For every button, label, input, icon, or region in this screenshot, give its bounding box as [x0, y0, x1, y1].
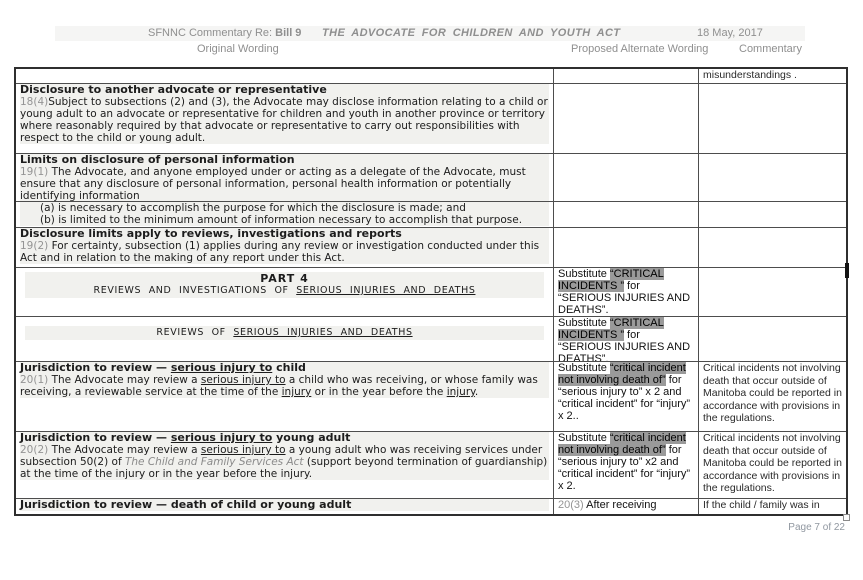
clause-19-1 — [20, 154, 549, 202]
column-label-proposed: Proposed Alternate Wording — [571, 43, 709, 55]
highlighted-substitution: “critical incident not involving death of” — [558, 432, 686, 456]
statute-number: 19(2) — [20, 240, 49, 252]
table-resize-handle[interactable] — [843, 514, 850, 521]
statute-number: 20(3) — [558, 499, 584, 511]
substitution-pre: Substitute — [558, 432, 610, 444]
reviews-heading — [25, 326, 544, 340]
clause-heading: Limits on disclosure of personal information — [20, 154, 295, 166]
comparison-table[interactable] — [14, 67, 848, 516]
cell-original-r8[interactable] — [16, 362, 554, 432]
cell-proposed-r5[interactable] — [554, 228, 699, 268]
statute-number: 19(1) — [20, 166, 49, 178]
doc-title-date: 18 May, 2017 — [697, 27, 763, 39]
heading-post: child — [272, 362, 306, 374]
clause-body: The Advocate may review a — [48, 444, 201, 456]
part-label: PART 4 — [260, 272, 309, 285]
heading-post: young adult — [272, 432, 351, 444]
clause-body-underlined: injury — [446, 386, 475, 398]
cell-proposed-r8[interactable] — [554, 362, 699, 432]
clause-20-1 — [20, 362, 549, 398]
highlighted-substitution: “CRITICAL INCIDENTS ” — [558, 317, 664, 341]
commentary-text: misunderstandings . — [703, 69, 797, 81]
clause-heading — [20, 362, 549, 374]
clause-heading — [20, 432, 549, 444]
clause-body-underlined: serious injury to — [200, 374, 286, 386]
clause-body: (support beyond termination of guardianship) at the time of the injury or in the year before the injury. — [20, 456, 548, 480]
clause-19-2 — [20, 228, 549, 264]
clause-heading: Disclosure limits apply to reviews, investigations and reports — [20, 228, 402, 240]
cell-commentary-r10[interactable] — [699, 499, 846, 514]
cell-proposed-r10[interactable] — [554, 499, 699, 514]
clause-body: a young adult who was receiving services under subsection 50(2) of — [20, 444, 543, 468]
substitution-pre: Substitute — [558, 362, 610, 374]
page-number: Page 7 of 22 — [788, 522, 845, 533]
reviews-heading-underlined: SERIOUS INJURIES AND DEATHS — [233, 327, 413, 338]
clause-20-2 — [20, 432, 549, 480]
clause-18-4 — [20, 84, 549, 144]
commentary-text: If the child / family was in — [703, 499, 820, 511]
column-label-commentary: Commentary — [739, 43, 802, 55]
proposed-text: After receiving — [583, 499, 657, 511]
clause-body: or in the year before the — [311, 386, 447, 398]
highlighted-substitution: “CRITICAL INCIDENTS ” — [558, 268, 664, 292]
substitution-pre: Substitute — [558, 317, 610, 329]
cell-original-r1[interactable] — [16, 69, 554, 84]
doc-title-bill: Bill 9 — [275, 27, 302, 39]
cell-commentary-r1[interactable] — [699, 69, 846, 84]
cell-commentary-r5[interactable] — [699, 228, 846, 268]
commentary-text: Critical incidents not involving death that occur outside of Manitoba could be reported in accordance with provisions in the regulations. — [703, 432, 842, 494]
cell-commentary-r3[interactable] — [699, 154, 846, 202]
cell-commentary-r2[interactable] — [699, 84, 846, 154]
cell-proposed-r3[interactable] — [554, 154, 699, 202]
heading-pre: Jurisdiction to review — — [20, 362, 171, 374]
cell-original-r10[interactable] — [16, 499, 554, 514]
substitution-post: for “serious injury to” x2 and “critical incident” for “injury” x 2. — [558, 444, 691, 492]
cell-commentary-r6[interactable] — [699, 268, 846, 317]
subclause-a: (a) is necessary to accomplish the purpose for which the disclosure is made; and — [20, 202, 549, 214]
heading-underlined: serious injury to — [170, 362, 273, 374]
clause-body: a child who was receiving, or whose family was receiving, a reviewable service at the time of the — [20, 374, 538, 398]
substitution-post: for “serious injury to” x 2 and “critical incident” for “injury” x 2.. — [558, 374, 691, 422]
statute-number: 20(1) — [20, 374, 49, 386]
heading-pre: Jurisdiction to review — — [20, 432, 171, 444]
part-subtitle-pre: REVIEWS AND INVESTIGATIONS OF — [93, 285, 297, 296]
act-name-italic: The Child and Family Services Act — [124, 456, 304, 468]
cell-proposed-r1[interactable] — [554, 69, 699, 84]
statute-number: 20(2) — [20, 444, 49, 456]
statute-number: 18(4) — [20, 96, 49, 108]
cell-original-r9[interactable] — [16, 432, 554, 499]
part-subtitle — [25, 285, 544, 297]
text-cursor — [845, 263, 849, 278]
cell-original-r5[interactable] — [16, 228, 554, 268]
cell-commentary-r8[interactable] — [699, 362, 846, 432]
cell-commentary-r4[interactable] — [699, 202, 846, 228]
cell-proposed-r7[interactable] — [554, 317, 699, 362]
cell-proposed-r2[interactable] — [554, 84, 699, 154]
clause-body: For certainty, subsection (1) applies during any review or investigation conducted under this Act and in relation to the making of any report under this Act. — [20, 240, 540, 264]
subclause-b: (b) is limited to the minimum amount of information necessary to accomplish that purpose. — [20, 214, 549, 226]
highlighted-substitution: “critical incident not involving death of” — [558, 362, 686, 386]
substitution-post: for “SERIOUS INJURIES AND DEATHS”. — [558, 280, 691, 316]
clause-body: Subject to subsections (2) and (3), the Advocate may disclose information relating to a child or young adult to an advocate or representative for children and youth in another province or territory where reasonably required by that advocate or representative to carry out responsibilities with respect to the child or young adult. — [20, 96, 548, 144]
doc-title — [148, 27, 301, 39]
cell-original-r4[interactable] — [16, 202, 554, 228]
part-4-heading — [25, 272, 544, 298]
clause-heading: Jurisdiction to review — death of child or young adult — [20, 499, 549, 511]
cell-original-r6[interactable] — [16, 268, 554, 317]
clause-body: The Advocate may review a — [48, 374, 201, 386]
cell-original-r7[interactable] — [16, 317, 554, 362]
clause-body-underlined: injury — [281, 386, 312, 398]
reviews-heading-pre: REVIEWS OF — [156, 327, 234, 338]
cell-proposed-r4[interactable] — [554, 202, 699, 228]
column-label-original: Original Wording — [197, 43, 279, 55]
cell-proposed-r6[interactable] — [554, 268, 699, 317]
cell-commentary-r9[interactable] — [699, 432, 846, 499]
cell-proposed-r9[interactable] — [554, 432, 699, 499]
doc-title-act: THE ADVOCATE FOR CHILDREN AND YOUTH ACT — [322, 27, 621, 39]
commentary-text: Critical incidents not involving death that occur outside of Manitoba could be reported in accordance with provisions in the regulations. — [703, 362, 842, 424]
clause-body: . — [474, 386, 479, 398]
clause-heading: Disclosure to another advocate or representative — [20, 84, 327, 96]
cell-original-r2[interactable] — [16, 84, 554, 154]
clause-body: The Advocate, and anyone employed under or acting as a delegate of the Advocate, must ensure that any disclosure of personal information, personal health information or potentially identifying information — [20, 166, 526, 202]
part-subtitle-underlined: SERIOUS INJURIES AND DEATHS — [296, 285, 476, 296]
doc-title-prefix: SFNNC Commentary Re: — [148, 27, 276, 39]
cell-commentary-r7[interactable] — [699, 317, 846, 362]
cell-original-r3[interactable] — [16, 154, 554, 202]
heading-underlined: serious injury to — [170, 432, 273, 444]
clause-body-underlined: serious injury to — [200, 444, 286, 456]
substitution-pre: Substitute — [558, 268, 610, 280]
substitution-post: for “SERIOUS INJURIES AND DEATHS”. — [558, 329, 691, 362]
